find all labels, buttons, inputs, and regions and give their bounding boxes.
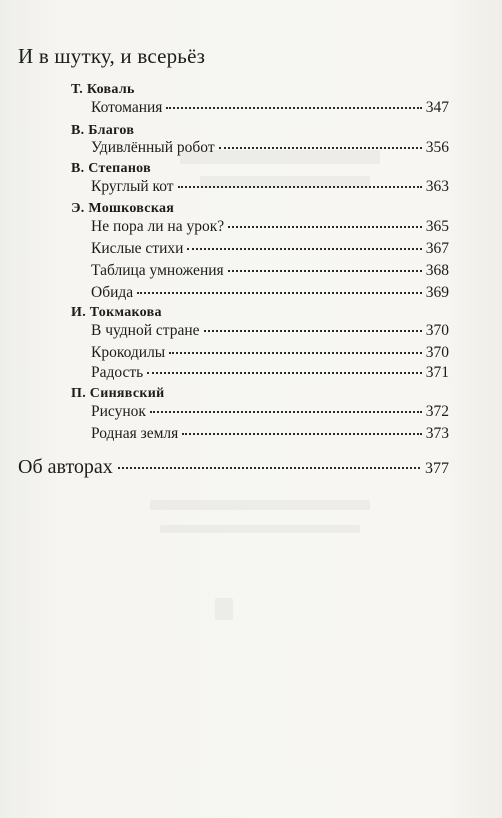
page-number: 347 bbox=[425, 99, 449, 116]
dot-leader bbox=[137, 292, 422, 294]
entry-title: Крокодилы bbox=[91, 344, 166, 361]
page-number: 356 bbox=[425, 139, 449, 156]
toc-entry[interactable] bbox=[91, 218, 449, 240]
dot-leader bbox=[147, 372, 422, 374]
page-number: 370 bbox=[425, 344, 449, 361]
toc-entry[interactable] bbox=[91, 322, 449, 344]
author-name: Э. Мошковская bbox=[71, 201, 175, 216]
bleed-mark bbox=[150, 500, 370, 510]
dot-leader bbox=[228, 226, 422, 228]
about-authors-entry[interactable] bbox=[18, 456, 449, 482]
page-number: 369 bbox=[425, 284, 449, 301]
toc-entry[interactable] bbox=[91, 178, 449, 200]
about-authors-title: Об авторах bbox=[18, 456, 113, 478]
bleed-mark bbox=[215, 598, 233, 620]
author-name: В. Благов bbox=[71, 123, 135, 138]
page-number: 372 bbox=[425, 403, 449, 420]
toc-entry[interactable] bbox=[91, 425, 449, 447]
author-name: П. Синявский bbox=[71, 386, 165, 401]
dot-leader bbox=[228, 270, 422, 272]
dot-leader bbox=[150, 411, 422, 413]
dot-leader bbox=[169, 352, 422, 354]
toc-entry[interactable] bbox=[91, 403, 449, 425]
toc-entry[interactable] bbox=[91, 284, 449, 306]
page-number: 370 bbox=[425, 322, 449, 339]
entry-title: Радость bbox=[91, 364, 144, 381]
bleed-mark bbox=[160, 525, 360, 533]
page-number: 373 bbox=[425, 425, 449, 442]
entry-title: Рисунок bbox=[91, 403, 146, 420]
entry-title: В чудной стране bbox=[91, 322, 200, 339]
toc-entry[interactable] bbox=[91, 364, 449, 386]
dot-leader bbox=[118, 467, 420, 469]
page-number: 367 bbox=[425, 240, 449, 257]
entry-title: Родная земля bbox=[91, 425, 179, 442]
page-number: 365 bbox=[425, 218, 449, 235]
dot-leader bbox=[204, 330, 422, 332]
entry-title: Таблица умножения bbox=[91, 262, 224, 279]
entry-title: Котомания bbox=[91, 99, 163, 116]
dot-leader bbox=[187, 248, 421, 250]
entry-title: Обида bbox=[91, 284, 134, 301]
entry-title: Кислые стихи bbox=[91, 240, 184, 257]
entry-title: Круглый кот bbox=[91, 178, 174, 195]
dot-leader bbox=[166, 107, 421, 109]
toc-entry[interactable] bbox=[91, 344, 449, 366]
page-number: 377 bbox=[425, 460, 449, 477]
author-name: В. Степанов bbox=[71, 161, 151, 176]
dot-leader bbox=[182, 433, 421, 435]
entry-title: Не пора ли на урок? bbox=[91, 218, 225, 235]
dot-leader bbox=[178, 186, 422, 188]
section-title: И в шутку, и всерьёз bbox=[18, 44, 206, 68]
author-name: Т. Коваль bbox=[71, 82, 135, 97]
page-number: 363 bbox=[425, 178, 449, 195]
dot-leader bbox=[219, 147, 422, 149]
toc-entry[interactable] bbox=[91, 240, 449, 262]
entry-title: Удивлённый робот bbox=[91, 139, 215, 156]
page-number: 371 bbox=[425, 364, 449, 381]
author-name: И. Токмакова bbox=[71, 305, 162, 320]
page-number: 368 bbox=[425, 262, 449, 279]
toc-entry[interactable] bbox=[91, 139, 449, 161]
toc-entry[interactable] bbox=[91, 99, 449, 121]
toc-entry[interactable] bbox=[91, 262, 449, 284]
